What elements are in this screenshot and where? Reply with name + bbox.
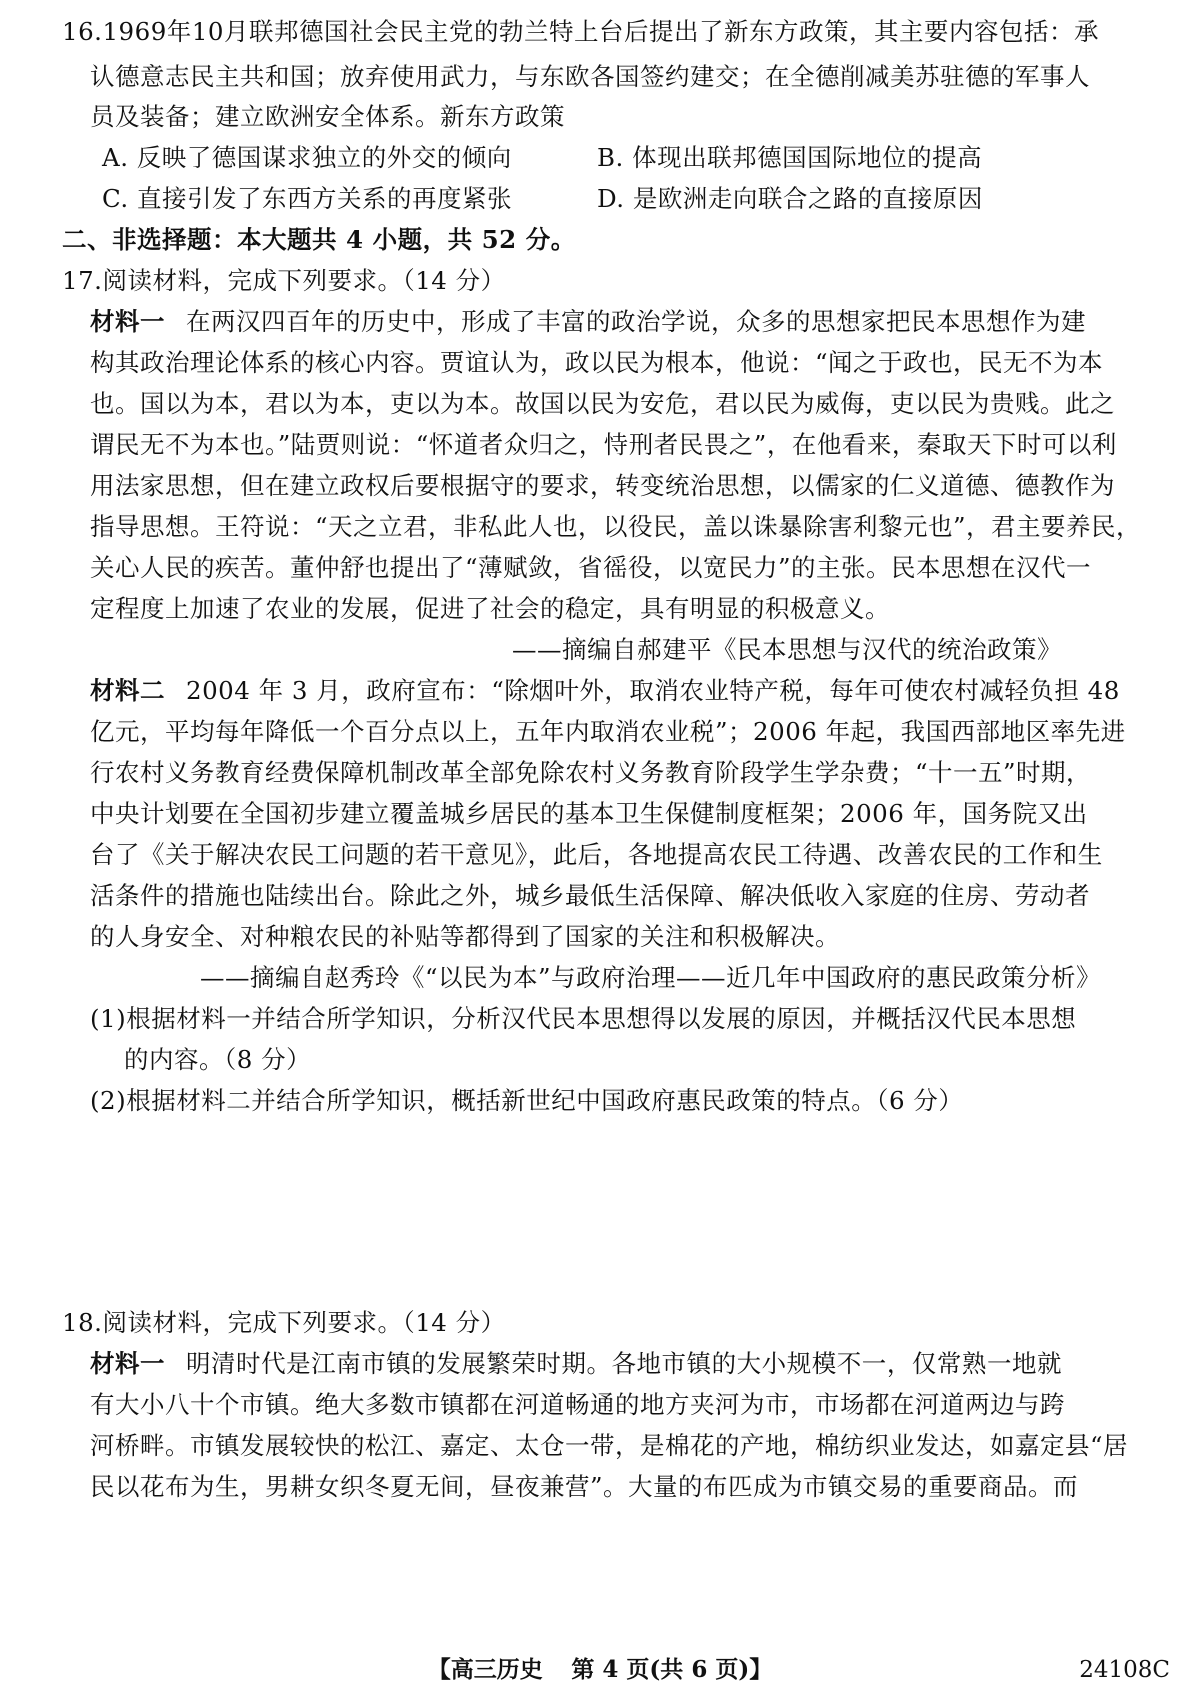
q17-m1-line-5: 用法家思想，但在建立政权后要根据守的要求，转变统治思想，以儒家的仁义道德、德教作为 [90,471,1115,500]
q16-line-3: 员及装备；建立欧洲安全体系。新东方政策 [90,102,565,131]
q17-m2-line-2: 亿元，平均每年降低一个百分点以上，五年内取消农业税”；2006 年起，我国西部地区率先进 [90,717,1126,746]
q16-line-1: 16.1969年10月联邦德国社会民主党的勃兰特上台后提出了新东方政策，其主要内容包括：承 [62,17,1099,46]
q17-m2-line-5: 台了《关于解决农民工问题的若干意见》，此后，各地提高农民工待遇、改善农民的工作和生 [90,840,1103,869]
section-2-heading: 二、非选择题：本大题共 4 小题，共 52 分。 [62,225,576,254]
q18-m1-line-2: 有大小八十个市镇。绝大多数市镇都在河道畅通的地方夹河为市，市场都在河道两边与跨 [90,1390,1065,1419]
page-footer [0,1656,1200,1684]
q17-m1-line-6: 指导思想。王符说：“天之立君，非私此人也，以役民，盖以诛暴除害利黎元也”，君主要养民， [90,512,1142,541]
q17-sub-1-line-2: 的内容。（8 分） [124,1045,312,1074]
q18-material-1-label: 材料一 [90,1349,165,1378]
q17-m1-line-4: 谓民无不为本也。”陆贾则说：“怀道者众归之，恃刑者民畏之”，在他看来，秦取天下时可以利 [90,430,1117,459]
q17-m2-source: ——摘编自赵秀玲《“以民为本”与政府治理——近几年中国政府的惠民政策分析》 [200,963,1102,992]
q17-m2-line-6: 活条件的措施也陆续出台。除此之外，城乡最低生活保障、解决低收入家庭的住房、劳动者 [90,881,1090,910]
q17-m1-line-2: 构其政治理论体系的核心内容。贾谊认为，政以民为根本，他说：“闻之于政也，民无不为本 [90,348,1104,377]
q17-material-1-label: 材料一 [90,307,165,336]
q16-option-a: A. 反映了德国谋求独立的外交的倾向 [102,143,512,172]
q17-m1-line-3: 也。国以为本，君以为本，吏以为本。故国以民为安危，君以民为威侮，吏以民为贵贱。此之 [90,389,1115,418]
q17-sub-2: (2)根据材料二并结合所学知识，概括新世纪中国政府惠民政策的特点。（6 分） [90,1086,964,1115]
footer-exam-code: 24108C [1079,1657,1170,1683]
q18-m1-line-3: 河桥畔。市镇发展较快的松江、嘉定、太仓一带，是棉花的产地，棉纺织业发达，如嘉定县“居 [90,1431,1129,1460]
q17-m2-line-3: 行农村义务教育经费保障机制改革全部免除农村义务教育阶段学生学杂费；“十一五”时期， [90,758,1092,787]
q17-material-2-label: 材料二 [90,676,165,705]
q18-m1-line-4: 民以花布为生，男耕女织冬夏无间，昼夜兼营”。大量的布匹成为市镇交易的重要商品。而 [90,1472,1079,1501]
q16-option-d: D. 是欧洲走向联合之路的直接原因 [597,184,983,213]
footer-page-number: 第 4 页(共 6 页)】 [571,1656,773,1683]
q17-sub-1-line-1: (1)根据材料一并结合所学知识，分析汉代民本思想得以发展的原因，并概括汉代民本思想 [90,1004,1077,1033]
q16-line-2: 认德意志民主共和国；放弃使用武力，与东欧各国签约建交；在全德削减美苏驻德的军事人 [90,62,1090,91]
q16-option-b: B. 体现出联邦德国国际地位的提高 [597,143,983,172]
q17-m2-line-4: 中央计划要在全国初步建立覆盖城乡居民的基本卫生保健制度框架；2006 年，国务院又出 [90,799,1088,828]
q17-m1-source: ——摘编自郝建平《民本思想与汉代的统治政策》 [512,635,1062,664]
q18-stem: 18.阅读材料，完成下列要求。（14 分） [62,1308,506,1337]
q16-option-c: C. 直接引发了东西方关系的再度紧张 [102,184,512,213]
q17-m1-line-8: 定程度上加速了农业的发展，促进了社会的稳定，具有明显的积极意义。 [90,594,890,623]
q17-m2-line-7: 的人身安全、对种粮农民的补贴等都得到了国家的关注和积极解决。 [90,922,840,951]
q17-m1-line-7: 关心人民的疾苦。董仲舒也提出了“薄赋敛，省徭役，以宽民力”的主张。民本思想在汉代一 [90,553,1092,582]
footer-subject: 【高三历史 [427,1656,543,1683]
q17-stem: 17.阅读材料，完成下列要求。（14 分） [62,266,506,295]
q17-m1-line-1: 在两汉四百年的历史中，形成了丰富的政治学说，众多的思想家把民本思想作为建 [186,307,1086,336]
q18-m1-line-1: 明清时代是江南市镇的发展繁荣时期。各地市镇的大小规模不一，仅常熟一地就 [186,1349,1062,1378]
q17-m2-line-1: 2004 年 3 月，政府宣布：“除烟叶外，取消农业特产税，每年可使农村减轻负担 48 [186,676,1120,705]
